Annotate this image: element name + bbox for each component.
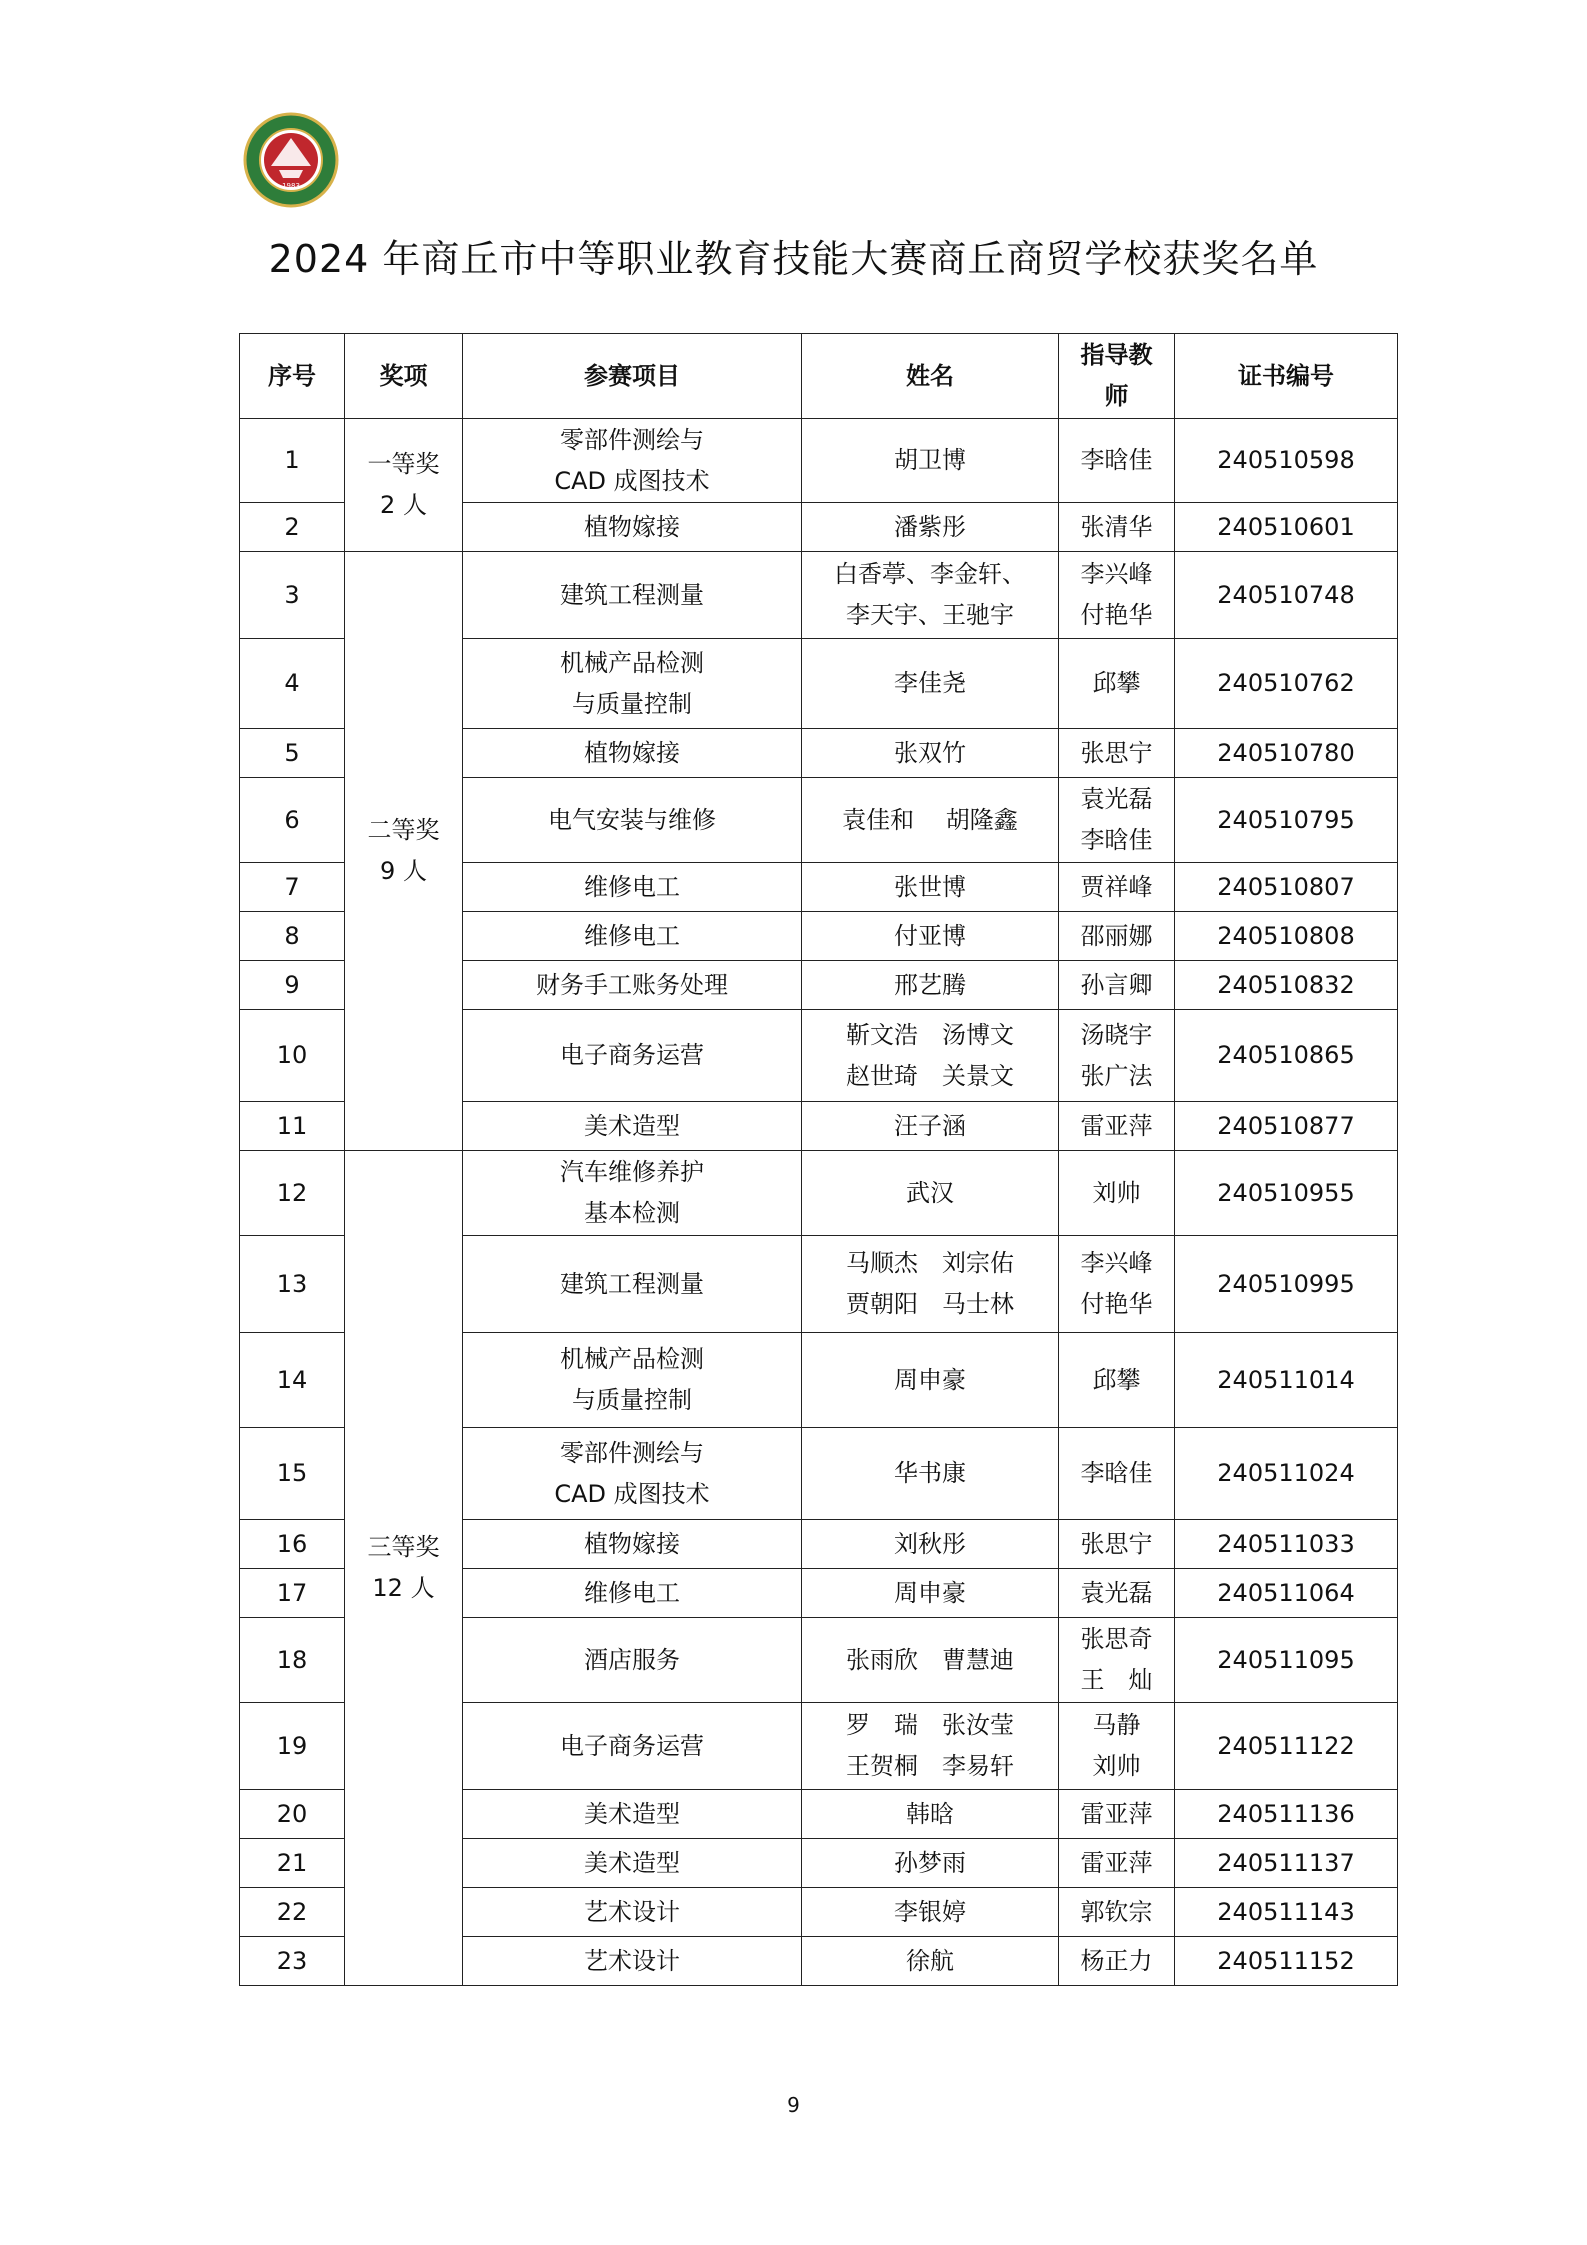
- cell-names: 张世博: [802, 863, 1059, 912]
- cell-certificate-no: 240510955: [1175, 1151, 1398, 1236]
- cell-project: 电子商务运营: [463, 1010, 802, 1102]
- cell-serial-no: 13: [240, 1236, 345, 1333]
- cell-certificate-no: 240510748: [1175, 552, 1398, 639]
- cell-project: 机械产品检测 与质量控制: [463, 639, 802, 729]
- cell-names: 孙梦雨: [802, 1839, 1059, 1888]
- cell-certificate-no: 240511143: [1175, 1888, 1398, 1937]
- award-list-table: [239, 333, 1398, 1986]
- cell-instructor: 张清华: [1059, 503, 1175, 552]
- cell-names: 马顺杰 刘宗佑 贾朝阳 马士林: [802, 1236, 1059, 1333]
- cell-serial-no: 15: [240, 1428, 345, 1520]
- header-award: 奖项: [345, 334, 463, 419]
- cell-certificate-no: 240510808: [1175, 912, 1398, 961]
- cell-serial-no: 12: [240, 1151, 345, 1236]
- cell-certificate-no: 240510762: [1175, 639, 1398, 729]
- svg-text:1983: 1983: [282, 182, 300, 190]
- cell-certificate-no: 240511095: [1175, 1618, 1398, 1703]
- cell-instructor: 李晗佳: [1059, 1428, 1175, 1520]
- cell-serial-no: 23: [240, 1937, 345, 1986]
- cell-instructor: 邱攀: [1059, 1333, 1175, 1428]
- cell-certificate-no: 240511064: [1175, 1569, 1398, 1618]
- page-number: 9: [787, 2093, 800, 2117]
- header-name: 姓名: [802, 334, 1059, 419]
- cell-project: 零部件测绘与 CAD 成图技术: [463, 419, 802, 503]
- cell-project: 植物嫁接: [463, 1520, 802, 1569]
- cell-serial-no: 5: [240, 729, 345, 778]
- cell-serial-no: 21: [240, 1839, 345, 1888]
- cell-names: 徐航: [802, 1937, 1059, 1986]
- cell-project: 维修电工: [463, 912, 802, 961]
- cell-certificate-no: 240510807: [1175, 863, 1398, 912]
- cell-certificate-no: 240510832: [1175, 961, 1398, 1010]
- cell-names: 华书康: [802, 1428, 1059, 1520]
- header-instructor: 指导教 师: [1059, 334, 1175, 419]
- cell-serial-no: 2: [240, 503, 345, 552]
- cell-award-level: 二等奖 9 人: [345, 552, 463, 1151]
- cell-instructor: 张思宁: [1059, 729, 1175, 778]
- cell-certificate-no: 240510995: [1175, 1236, 1398, 1333]
- cell-project: 美术造型: [463, 1102, 802, 1151]
- cell-instructor: 邵丽娜: [1059, 912, 1175, 961]
- cell-names: 周申豪: [802, 1333, 1059, 1428]
- cell-names: 白香葶、李金轩、 李天宇、王驰宇: [802, 552, 1059, 639]
- cell-project: 电子商务运营: [463, 1703, 802, 1790]
- cell-instructor: 张思奇 王 灿: [1059, 1618, 1175, 1703]
- cell-instructor: 雷亚萍: [1059, 1790, 1175, 1839]
- cell-certificate-no: 240510601: [1175, 503, 1398, 552]
- cell-instructor: 杨正力: [1059, 1937, 1175, 1986]
- cell-instructor: 李兴峰 付艳华: [1059, 1236, 1175, 1333]
- cell-project: 植物嫁接: [463, 729, 802, 778]
- cell-serial-no: 6: [240, 778, 345, 863]
- cell-instructor: 李晗佳: [1059, 419, 1175, 503]
- cell-serial-no: 1: [240, 419, 345, 503]
- cell-certificate-no: 240511033: [1175, 1520, 1398, 1569]
- table-row: [240, 419, 1398, 503]
- cell-names: 靳文浩 汤博文 赵世琦 关景文: [802, 1010, 1059, 1102]
- cell-serial-no: 3: [240, 552, 345, 639]
- cell-project: 建筑工程测量: [463, 552, 802, 639]
- cell-names: 付亚博: [802, 912, 1059, 961]
- cell-instructor: 汤晓宇 张广法: [1059, 1010, 1175, 1102]
- cell-project: 财务手工账务处理: [463, 961, 802, 1010]
- cell-award-level: 三等奖 12 人: [345, 1151, 463, 1986]
- cell-serial-no: 18: [240, 1618, 345, 1703]
- cell-names: 张双竹: [802, 729, 1059, 778]
- cell-serial-no: 19: [240, 1703, 345, 1790]
- cell-certificate-no: 240511122: [1175, 1703, 1398, 1790]
- cell-instructor: 张思宁: [1059, 1520, 1175, 1569]
- cell-serial-no: 10: [240, 1010, 345, 1102]
- cell-project: 机械产品检测 与质量控制: [463, 1333, 802, 1428]
- cell-certificate-no: 240511024: [1175, 1428, 1398, 1520]
- cell-serial-no: 9: [240, 961, 345, 1010]
- cell-names: 潘紫彤: [802, 503, 1059, 552]
- cell-instructor: 马静 刘帅: [1059, 1703, 1175, 1790]
- cell-certificate-no: 240510865: [1175, 1010, 1398, 1102]
- cell-certificate-no: 240511136: [1175, 1790, 1398, 1839]
- cell-instructor: 李兴峰 付艳华: [1059, 552, 1175, 639]
- cell-project: 建筑工程测量: [463, 1236, 802, 1333]
- cell-project: 维修电工: [463, 1569, 802, 1618]
- cell-names: 韩晗: [802, 1790, 1059, 1839]
- cell-certificate-no: 240510795: [1175, 778, 1398, 863]
- cell-serial-no: 16: [240, 1520, 345, 1569]
- header-project: 参赛项目: [463, 334, 802, 419]
- cell-certificate-no: 240510598: [1175, 419, 1398, 503]
- school-emblem-icon: [243, 112, 339, 208]
- cell-project: 汽车维修养护 基本检测: [463, 1151, 802, 1236]
- cell-instructor: 袁光磊: [1059, 1569, 1175, 1618]
- cell-names: 周申豪: [802, 1569, 1059, 1618]
- cell-project: 美术造型: [463, 1790, 802, 1839]
- cell-project: 维修电工: [463, 863, 802, 912]
- cell-names: 武汉: [802, 1151, 1059, 1236]
- cell-serial-no: 8: [240, 912, 345, 961]
- table-header-row: [240, 334, 1398, 419]
- cell-serial-no: 4: [240, 639, 345, 729]
- cell-serial-no: 20: [240, 1790, 345, 1839]
- cell-serial-no: 7: [240, 863, 345, 912]
- cell-project: 美术造型: [463, 1839, 802, 1888]
- cell-instructor: 雷亚萍: [1059, 1839, 1175, 1888]
- cell-names: 罗 瑞 张汝莹 王贺桐 李易轩: [802, 1703, 1059, 1790]
- cell-project: 艺术设计: [463, 1888, 802, 1937]
- page-title: 2024 年商丘市中等职业教育技能大赛商丘商贸学校获奖名单: [268, 237, 1319, 281]
- cell-certificate-no: 240510877: [1175, 1102, 1398, 1151]
- cell-serial-no: 22: [240, 1888, 345, 1937]
- cell-serial-no: 14: [240, 1333, 345, 1428]
- cell-serial-no: 17: [240, 1569, 345, 1618]
- cell-instructor: 孙言卿: [1059, 961, 1175, 1010]
- cell-instructor: 邱攀: [1059, 639, 1175, 729]
- cell-names: 邢艺腾: [802, 961, 1059, 1010]
- cell-instructor: 贾祥峰: [1059, 863, 1175, 912]
- cell-instructor: 雷亚萍: [1059, 1102, 1175, 1151]
- cell-names: 胡卫博: [802, 419, 1059, 503]
- cell-project: 零部件测绘与 CAD 成图技术: [463, 1428, 802, 1520]
- cell-serial-no: 11: [240, 1102, 345, 1151]
- cell-names: 袁佳和 胡隆鑫: [802, 778, 1059, 863]
- cell-instructor: 郭钦宗: [1059, 1888, 1175, 1937]
- cell-project: 植物嫁接: [463, 503, 802, 552]
- table-row: [240, 552, 1398, 639]
- header-serial-no: 序号: [240, 334, 345, 419]
- cell-names: 张雨欣 曹慧迪: [802, 1618, 1059, 1703]
- header-certificate-no: 证书编号: [1175, 334, 1398, 419]
- cell-project: 电气安装与维修: [463, 778, 802, 863]
- cell-certificate-no: 240511137: [1175, 1839, 1398, 1888]
- cell-names: 李银婷: [802, 1888, 1059, 1937]
- cell-project: 艺术设计: [463, 1937, 802, 1986]
- cell-award-level: 一等奖 2 人: [345, 419, 463, 552]
- cell-names: 汪子涵: [802, 1102, 1059, 1151]
- cell-instructor: 袁光磊 李晗佳: [1059, 778, 1175, 863]
- cell-certificate-no: 240511152: [1175, 1937, 1398, 1986]
- cell-certificate-no: 240511014: [1175, 1333, 1398, 1428]
- cell-project: 酒店服务: [463, 1618, 802, 1703]
- cell-names: 刘秋彤: [802, 1520, 1059, 1569]
- cell-names: 李佳尧: [802, 639, 1059, 729]
- table-row: [240, 1151, 1398, 1236]
- cell-instructor: 刘帅: [1059, 1151, 1175, 1236]
- cell-certificate-no: 240510780: [1175, 729, 1398, 778]
